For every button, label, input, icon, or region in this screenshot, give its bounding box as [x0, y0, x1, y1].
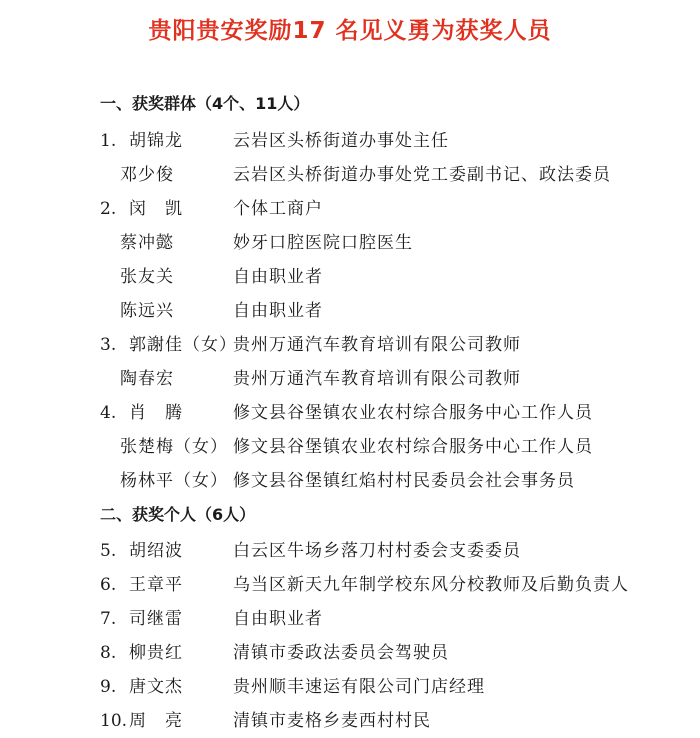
awardee-role: 贵州顺丰速运有限公司门店经理 — [233, 677, 485, 697]
awardee-name: 闵 凯 — [129, 199, 183, 219]
awardee-role: 修文县谷堡镇红焰村村民委员会社会事务员 — [233, 471, 575, 491]
awardee-row — [0, 158, 700, 192]
awardee-role: 白云区牛场乡落刀村村委会支委委员 — [233, 541, 521, 561]
section-heading-individual: 二、获奖个人（6人） — [100, 505, 256, 524]
awardee-role: 贵州万通汽车教育培训有限公司教师 — [233, 335, 521, 355]
awardee-name: 胡锦龙 — [129, 131, 183, 151]
document-title: 贵阳贵安奖励17 名见义勇为获奖人员 — [148, 18, 552, 44]
awardee-number: 10. — [100, 711, 128, 731]
awardee-number: 7. — [100, 609, 117, 629]
awardee-name: 肖 腾 — [129, 403, 183, 423]
awardee-number: 9. — [100, 677, 117, 697]
awardee-row — [0, 430, 700, 464]
awardee-role: 清镇市麦格乡麦西村村民 — [233, 711, 431, 731]
awardee-row — [0, 636, 700, 670]
awardee-name: 王章平 — [129, 575, 183, 595]
awardee-number: 4. — [100, 403, 117, 423]
awardee-number: 5. — [100, 541, 117, 561]
awardee-number: 6. — [100, 575, 117, 595]
awardee-row — [0, 602, 700, 636]
awardee-role: 贵州万通汽车教育培训有限公司教师 — [233, 369, 521, 389]
awardee-name: 柳贵红 — [129, 643, 183, 663]
awardee-role: 修文县谷堡镇农业农村综合服务中心工作人员 — [233, 403, 593, 423]
awardee-role: 清镇市委政法委员会驾驶员 — [233, 643, 449, 663]
awardee-row — [0, 192, 700, 226]
awardee-row — [0, 124, 700, 158]
awardee-row — [0, 670, 700, 704]
awardee-name: 周 亮 — [129, 711, 183, 731]
awardee-role: 修文县谷堡镇农业农村综合服务中心工作人员 — [233, 437, 593, 457]
group-award-list — [0, 124, 700, 498]
awardee-name: 司继雷 — [129, 609, 183, 629]
awardee-name: 张楚梅（女） — [120, 437, 228, 457]
awardee-name: 张友关 — [120, 267, 174, 287]
awardee-number: 8. — [100, 643, 117, 663]
awardee-name: 蔡冲懿 — [120, 233, 174, 253]
awardee-name: 郭謝佳（女） — [129, 335, 237, 355]
awardee-row — [0, 568, 700, 602]
awardee-role: 乌当区新天九年制学校东风分校教师及后勤负责人 — [233, 575, 629, 595]
awardee-row — [0, 534, 700, 568]
awardee-number: 2. — [100, 199, 117, 219]
awardee-name: 唐文杰 — [129, 677, 183, 697]
awardee-role: 自由职业者 — [233, 301, 323, 321]
awardee-role: 自由职业者 — [233, 609, 323, 629]
awardee-row — [0, 704, 700, 738]
awardee-name: 邓少俊 — [120, 165, 174, 185]
awardee-row — [0, 328, 700, 362]
awardee-role: 云岩区头桥街道办事处主任 — [233, 131, 449, 151]
awardee-number: 1. — [100, 131, 117, 151]
awardee-row — [0, 226, 700, 260]
awardee-name: 胡绍波 — [129, 541, 183, 561]
awardee-role: 个体工商户 — [233, 199, 323, 219]
awardee-row — [0, 464, 700, 498]
awardee-role: 妙牙口腔医院口腔医生 — [233, 233, 413, 253]
awardee-row — [0, 362, 700, 396]
awardee-name: 陈远兴 — [120, 301, 174, 321]
awardee-row — [0, 294, 700, 328]
awardee-name: 陶春宏 — [120, 369, 174, 389]
awardee-name: 杨林平（女） — [120, 471, 228, 491]
awardee-row — [0, 396, 700, 430]
awardee-row — [0, 260, 700, 294]
awardee-role: 自由职业者 — [233, 267, 323, 287]
section-heading-group: 一、获奖群体（4个、11人） — [100, 94, 310, 113]
awardee-role: 云岩区头桥街道办事处党工委副书记、政法委员 — [233, 165, 611, 185]
awardee-number: 3. — [100, 335, 117, 355]
individual-award-list — [0, 534, 700, 738]
